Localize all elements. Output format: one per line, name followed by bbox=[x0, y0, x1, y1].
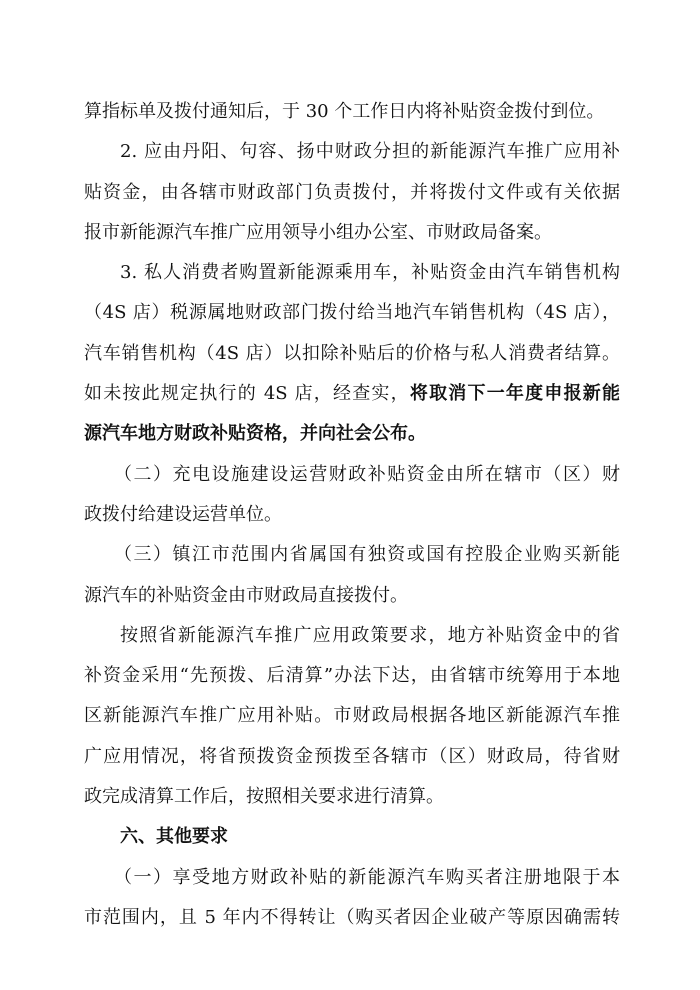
text-line: 贴资金，由各辖市财政部门负责拨付，并将拨付文件或有关依据 bbox=[84, 181, 620, 203]
text-line: 报市新能源汽车推广应用领导小组办公室、市财政局备案。 bbox=[84, 221, 552, 243]
text-line: （4S 店）税源属地财政部门拨付给当地汽车销售机构（4S 店）， bbox=[84, 302, 620, 324]
text-line: 补资金采用“先预拨、后清算”办法下达，由省辖市统筹用于本地 bbox=[84, 665, 620, 687]
text-line-mixed bbox=[84, 374, 620, 414]
text-line: 区新能源汽车推广应用补贴。市财政局根据各地区新能源汽车推 bbox=[84, 705, 620, 727]
text-line: 政拨付给建设运营单位。 bbox=[84, 503, 282, 525]
text-line: 按照省新能源汽车推广应用政策要求，地方补贴资金中的省 bbox=[120, 624, 620, 646]
text-line: 市范围内，且 5 年内不得转让（购买者因企业破产等原因确需转 bbox=[84, 906, 620, 928]
bold-text-line: 源汽车地方财政补贴资格，并向社会公布。 bbox=[84, 423, 426, 445]
text-line: 算指标单及拨付通知后，于 30 个工作日内将补贴资金拨付到位。 bbox=[84, 101, 605, 122]
text-line: 3. 私人消费者购置新能源乘用车，补贴资金由汽车销售机构 bbox=[120, 262, 620, 284]
text-line: 源汽车的补贴资金由市财政局直接拨付。 bbox=[84, 584, 408, 606]
text-line: （一）享受地方财政补贴的新能源汽车购买者注册地限于本 bbox=[114, 866, 620, 888]
text-line: （三）镇江市范围内省属国有独资或国有控股企业购买新能 bbox=[114, 544, 620, 566]
text-run: 如未按此规定执行的 4S 店，经查实， bbox=[84, 383, 410, 405]
bold-text-run: 将取消下一年度申报新能 bbox=[409, 383, 620, 405]
text-line: 政完成清算工作后，按照相关要求进行清算。 bbox=[84, 786, 444, 808]
text-line: 2. 应由丹阳、句容、扬中财政分担的新能源汽车推广应用补 bbox=[120, 141, 620, 163]
text-line: 广应用情况，将省预拨资金预拨至各辖市（区）财政局，待省财 bbox=[84, 745, 620, 767]
text-line: （二）充电设施建设运营财政补贴资金由所在辖市（区）财 bbox=[114, 463, 620, 485]
text-line: 汽车销售机构（4S 店）以扣除补贴后的价格与私人消费者结算。 bbox=[84, 342, 620, 364]
section-heading: 六、其他要求 bbox=[120, 826, 228, 848]
